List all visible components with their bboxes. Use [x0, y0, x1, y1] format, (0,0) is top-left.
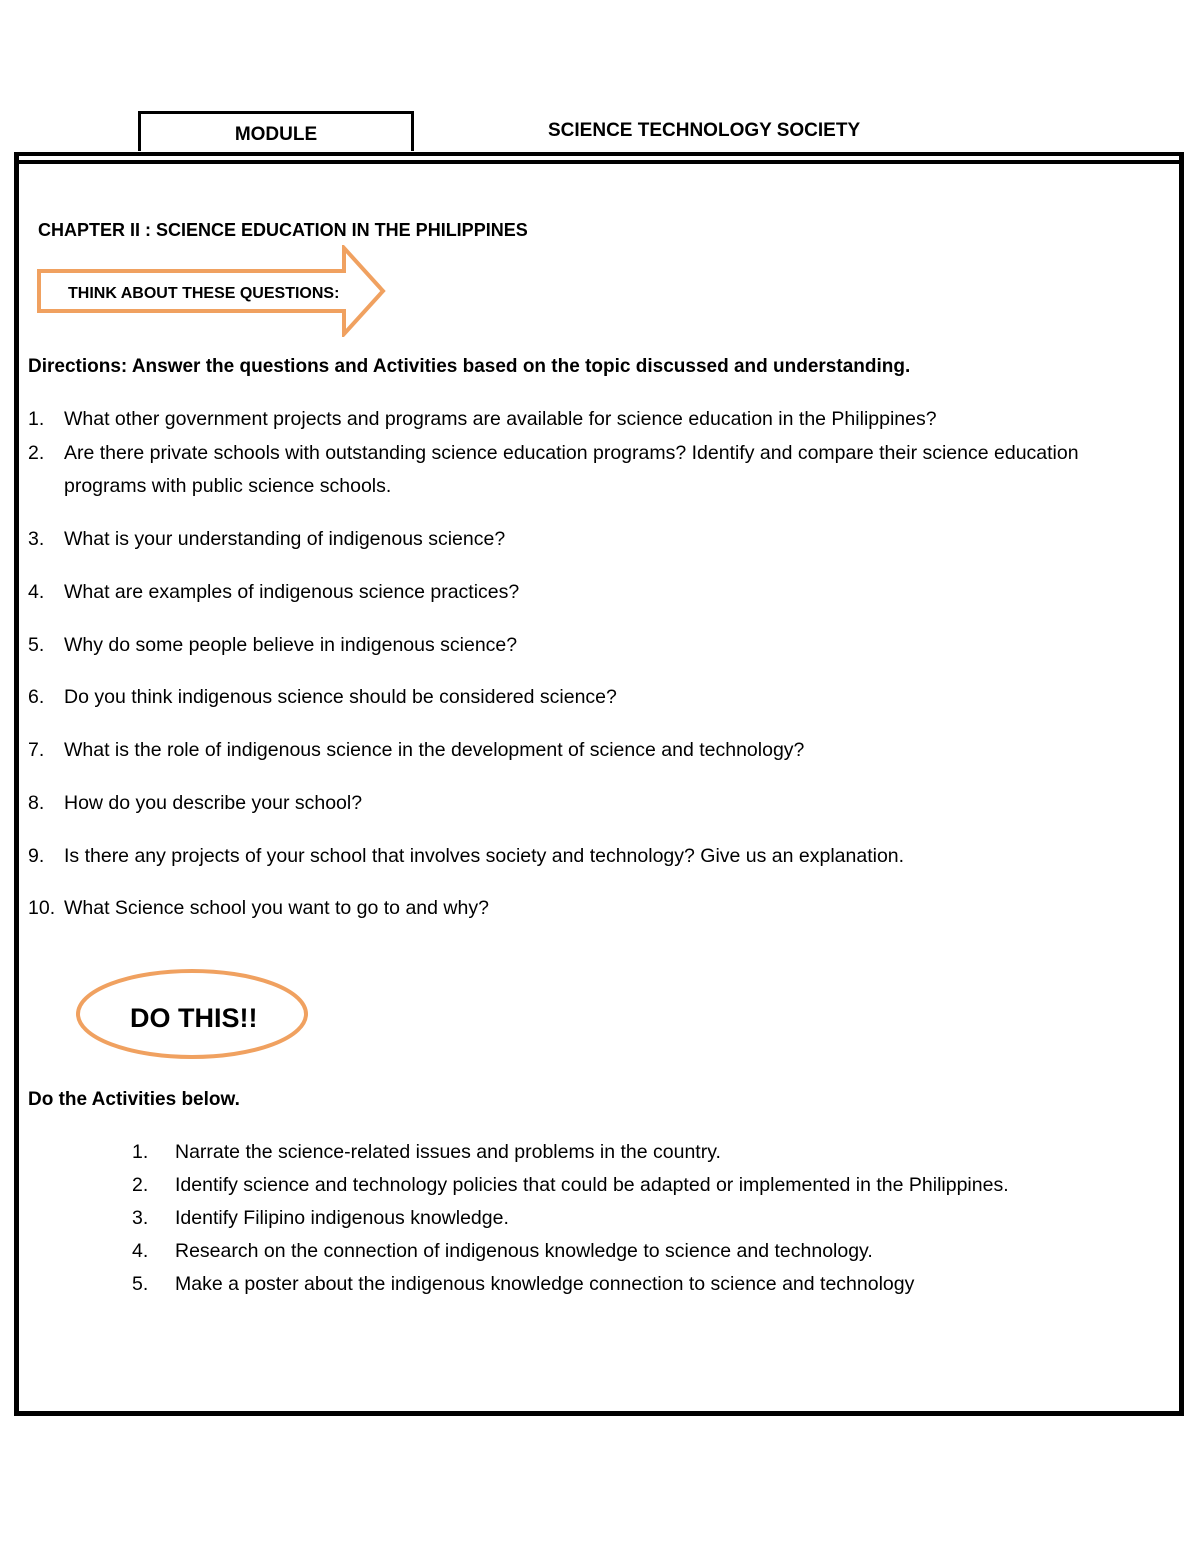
list-item [28, 734, 1148, 767]
list-item-text: Identify science and technology policies that could be adapted or implemented in the Philippines. [175, 1174, 1009, 1196]
list-item [28, 840, 1148, 873]
list-item [28, 629, 1148, 662]
list-item-number: 7. [28, 739, 45, 761]
subject-title: SCIENCE TECHNOLOGY SOCIETY [548, 120, 861, 141]
list-item-number: 1. [28, 408, 45, 430]
list-item-text: Are there private schools with outstanding science education programs? Identify and compare their science education programs with public science schools. [64, 442, 1079, 497]
list-item [28, 787, 1148, 820]
list-item-number: 3. [28, 528, 45, 550]
list-item [28, 576, 1148, 609]
list-item-text: What Science school you want to go to and why? [64, 897, 489, 919]
list-item-number: 6. [28, 686, 45, 708]
list-item [28, 437, 1148, 503]
list-item [28, 892, 1148, 925]
list-item [28, 523, 1148, 556]
chapter-title: CHAPTER II : SCIENCE EDUCATION IN THE PHILIPPINES [38, 220, 528, 240]
list-item-number: 4. [132, 1240, 149, 1262]
list-item [132, 1169, 1172, 1202]
list-item-text: Do you think indigenous science should be considered science? [64, 686, 617, 708]
list-item [28, 681, 1148, 714]
activities-heading: Do the Activities below. [28, 1089, 240, 1110]
list-item-number: 2. [132, 1174, 149, 1196]
list-item-text: Is there any projects of your school that involves society and technology? Give us an explanation. [64, 845, 905, 867]
list-item-text: What other government projects and programs are available for science education in the Philippines? [64, 408, 937, 430]
list-item-number: 3. [132, 1207, 149, 1229]
list-item [132, 1235, 1172, 1268]
list-item [132, 1268, 1172, 1301]
list-item-text: How do you describe your school? [64, 792, 363, 814]
list-item-number: 2. [28, 442, 45, 464]
list-item-text: What is your understanding of indigenous science? [64, 528, 506, 550]
list-item-number: 1. [132, 1141, 149, 1163]
list-item [28, 403, 1148, 436]
list-item-number: 9. [28, 845, 45, 867]
list-item-number: 10. [28, 897, 56, 919]
directions-text: Directions: Answer the questions and Activities based on the topic discussed and understanding. [28, 356, 911, 377]
list-item [132, 1202, 1172, 1235]
list-item-text: Narrate the science-related issues and problems in the country. [175, 1141, 721, 1163]
list-item-number: 5. [132, 1273, 149, 1295]
list-item-text: What is the role of indigenous science in the development of science and technology? [64, 739, 805, 761]
do-this-label: DO THIS!! [130, 1003, 258, 1033]
list-item-text: Identify Filipino indigenous knowledge. [175, 1207, 509, 1229]
list-item-text: Make a poster about the indigenous knowledge connection to science and technology [175, 1273, 915, 1295]
think-banner-label: THINK ABOUT THESE QUESTIONS: [68, 285, 340, 302]
list-item-number: 8. [28, 792, 45, 814]
list-item [132, 1136, 1172, 1169]
list-item-number: 5. [28, 634, 45, 656]
list-item-text: Why do some people believe in indigenous science? [64, 634, 518, 656]
list-item-text: What are examples of indigenous science practices? [64, 581, 520, 603]
module-label: MODULE [138, 111, 414, 151]
list-item-number: 4. [28, 581, 45, 603]
list-item-text: Research on the connection of indigenous knowledge to science and technology. [175, 1240, 873, 1262]
